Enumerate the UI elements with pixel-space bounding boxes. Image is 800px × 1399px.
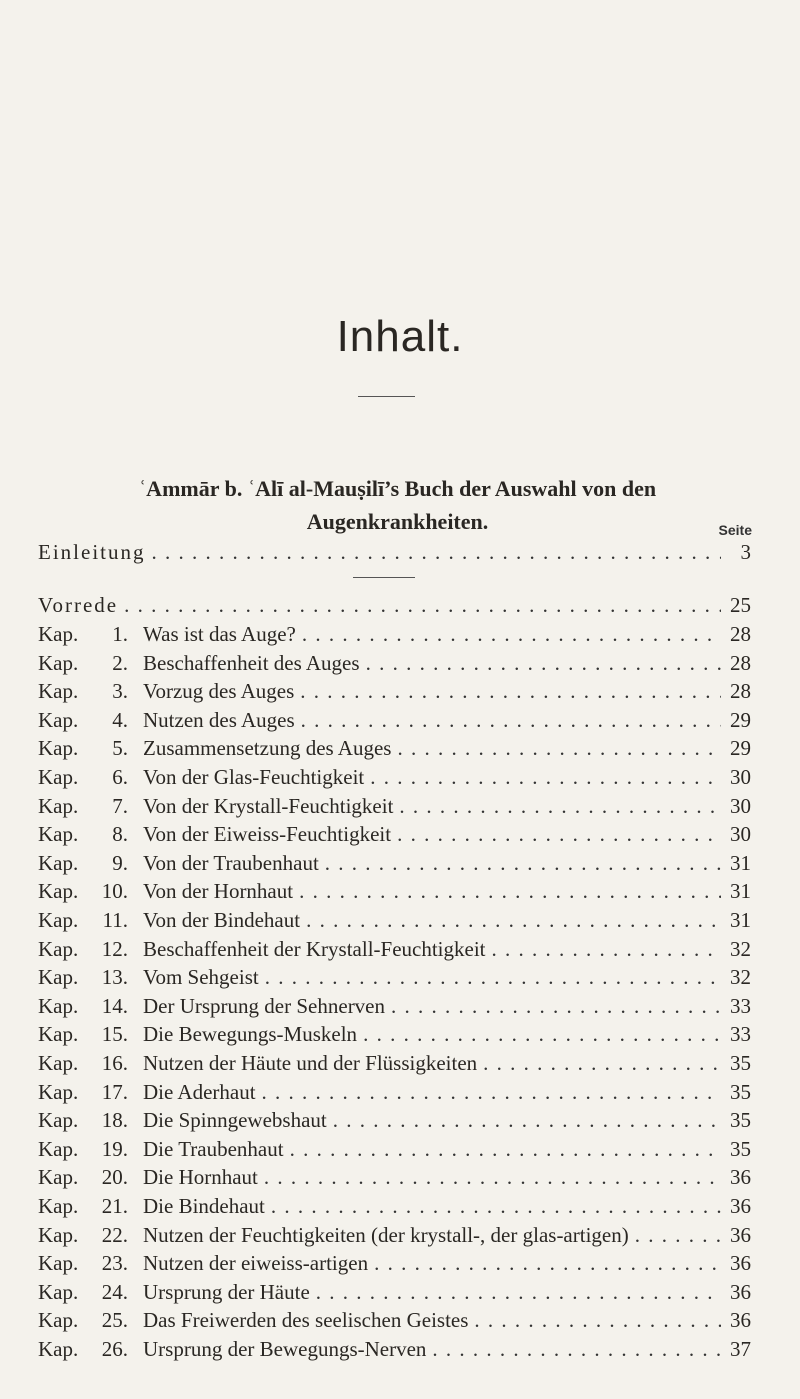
chapter-page-number: 35 (730, 1108, 751, 1133)
chapter-number: 13. (101, 965, 128, 990)
chapter-number: 25. (101, 1308, 128, 1333)
chapter-kap-label: Kap. (38, 1136, 79, 1161)
toc-chapter-row (38, 794, 751, 824)
chapter-number: 9. (112, 850, 128, 875)
toc-entry-label: Einleitung (38, 540, 146, 564)
chapter-title: Was ist das Auge? (143, 622, 296, 646)
chapter-kap-label: Kap. (38, 879, 79, 904)
chapter-number: 2. (112, 650, 128, 675)
chapter-title: Von der Bindehaut (143, 908, 301, 932)
chapter-title: Die Aderhaut (143, 1079, 256, 1104)
chapter-number: 10. (101, 879, 128, 904)
leader-dots (393, 794, 721, 819)
chapter-page-number: 36 (730, 1222, 751, 1247)
toc-chapter-row (38, 1337, 751, 1367)
chapter-page-number: 33 (730, 1022, 751, 1047)
chapter-number: 24. (101, 1279, 128, 1304)
toc-chapter-row (38, 1251, 751, 1281)
chapter-kap-label: Kap. (38, 1165, 79, 1190)
chapter-page-number: 35 (730, 1051, 751, 1075)
chapter-number: 17. (101, 1079, 128, 1104)
toc-chapter-row (38, 708, 751, 738)
chapter-number: 16. (101, 1051, 128, 1075)
chapter-page-number: 28 (730, 622, 751, 646)
toc-entry-vorrede (38, 593, 751, 623)
chapter-title: Die Hornhaut (143, 1165, 258, 1190)
leader-dots (391, 822, 721, 847)
chapter-title: Die Bindehaut (143, 1194, 265, 1218)
chapter-kap-label: Kap. (38, 793, 79, 818)
toc-chapter-row (38, 965, 751, 995)
toc-chapter-row (38, 937, 751, 967)
chapter-title: Beschaffenheit der Krystall-Feuchtigkeit (143, 936, 486, 961)
chapter-page-number: 31 (730, 850, 751, 875)
chapter-title: Vom Sehgeist (143, 965, 259, 990)
toc-chapter-row (38, 1080, 751, 1110)
chapter-kap-label: Kap. (38, 650, 79, 675)
chapter-kap-label: Kap. (38, 822, 79, 847)
chapter-kap-label: Kap. (38, 679, 79, 704)
chapter-page-number: 29 (730, 736, 751, 761)
leader-dots (385, 994, 721, 1019)
chapter-title: Von der Traubenhaut (143, 850, 319, 875)
toc-chapter-row (38, 651, 751, 681)
chapter-number: 6. (112, 765, 128, 789)
chapter-number: 21. (101, 1194, 128, 1218)
chapter-number: 7. (112, 793, 128, 818)
toc-chapter-row (38, 1308, 751, 1338)
chapter-page-number: 32 (730, 965, 751, 990)
section-heading (40, 472, 755, 538)
chapter-title: Nutzen der eiweiss-artigen (143, 1251, 369, 1276)
chapter-title: Die Bewegungs-Muskeln (143, 1022, 358, 1047)
leader-dots (146, 540, 722, 565)
chapter-kap-label: Kap. (38, 965, 79, 990)
chapter-page-number: 31 (730, 879, 751, 904)
intro-divider (353, 577, 415, 578)
chapter-page-number: 35 (730, 1079, 751, 1104)
leader-dots (293, 879, 721, 904)
leader-dots (284, 1137, 721, 1162)
toc-chapter-row (38, 679, 751, 709)
title-divider (358, 396, 415, 397)
leader-dots (477, 1051, 721, 1076)
chapter-title: Nutzen des Auges (143, 707, 295, 732)
chapter-number: 11. (102, 908, 128, 932)
section-heading-line2: Augenkrankheiten. (306, 509, 489, 534)
leader-dots (468, 1308, 721, 1333)
chapter-kap-label: Kap. (38, 1222, 79, 1247)
chapter-number: 19. (101, 1136, 128, 1161)
chapter-kap-label: Kap. (38, 850, 79, 875)
seite-label: Seite (718, 522, 752, 538)
toc-chapter-row (38, 822, 751, 852)
leader-dots (629, 1223, 721, 1248)
leader-dots (294, 679, 721, 704)
chapter-kap-label: Kap. (38, 1051, 79, 1075)
chapter-number: 15. (101, 1022, 128, 1047)
leader-dots (259, 965, 721, 990)
chapter-title: Nutzen der Häute und der Flüssigkeiten (143, 1051, 478, 1075)
chapter-number: 22. (101, 1222, 128, 1247)
chapter-page-number: 32 (730, 936, 751, 961)
chapter-number: 26. (101, 1337, 128, 1361)
chapter-page-number: 36 (730, 1194, 751, 1218)
toc-chapter-row (38, 994, 751, 1024)
chapter-kap-label: Kap. (38, 1308, 79, 1333)
chapter-title: Ursprung der Bewegungs-Nerven (143, 1337, 427, 1361)
chapter-title: Der Ursprung der Sehnerven (143, 993, 386, 1018)
toc-chapter-row (38, 736, 751, 766)
chapter-page-number: 33 (730, 993, 751, 1018)
chapter-kap-label: Kap. (38, 993, 79, 1018)
chapter-number: 20. (101, 1165, 128, 1190)
chapter-page-number: 36 (730, 1251, 751, 1276)
chapter-page-number: 30 (730, 822, 751, 847)
toc-chapter-row (38, 1280, 751, 1310)
chapter-kap-label: Kap. (38, 736, 79, 761)
chapter-kap-label: Kap. (38, 936, 79, 961)
chapter-number: 18. (101, 1108, 128, 1133)
leader-dots (319, 851, 721, 876)
chapter-page-number: 36 (730, 1308, 751, 1333)
toc-chapter-row (38, 879, 751, 909)
toc-entry-einleitung (38, 540, 751, 570)
chapter-kap-label: Kap. (38, 1279, 79, 1304)
toc-chapter-row (38, 1051, 751, 1081)
chapter-title: Zusammensetzung des Auges (143, 736, 392, 761)
chapter-title: Von der Glas-Feuchtigkeit (143, 765, 365, 789)
chapter-page-number: 30 (730, 793, 751, 818)
chapter-kap-label: Kap. (38, 707, 79, 732)
chapter-kap-label: Kap. (38, 1251, 79, 1276)
leader-dots (118, 593, 721, 618)
leader-dots (310, 1280, 721, 1305)
chapter-kap-label: Kap. (38, 1079, 79, 1104)
chapter-number: 14. (101, 993, 128, 1018)
toc-chapter-row (38, 1165, 751, 1195)
chapter-page-number: 30 (730, 765, 751, 789)
chapter-kap-label: Kap. (38, 1194, 79, 1218)
chapter-number: 1. (112, 622, 128, 646)
chapter-title: Nutzen der Feuchtigkeiten (der krystall-, der glas-artigen) (143, 1222, 629, 1247)
toc-chapter-row (38, 851, 751, 881)
chapter-page-number: 31 (730, 908, 751, 932)
chapter-title: Die Traubenhaut (143, 1136, 284, 1161)
leader-dots (357, 1022, 721, 1047)
toc-chapter-row (38, 765, 751, 795)
chapter-page-number: 28 (730, 679, 751, 704)
chapter-kap-label: Kap. (38, 1022, 79, 1047)
toc-page-number: 25 (730, 593, 751, 617)
chapter-number: 12. (101, 936, 128, 961)
leader-dots (300, 908, 721, 933)
leader-dots (364, 765, 721, 790)
chapter-page-number: 28 (730, 650, 751, 675)
chapter-number: 5. (112, 736, 128, 761)
leader-dots (258, 1165, 721, 1190)
leader-dots (486, 937, 721, 962)
toc-chapter-row (38, 1137, 751, 1167)
chapter-page-number: 36 (730, 1165, 751, 1190)
toc-chapter-row (38, 1194, 751, 1224)
toc-entry-label: Vorrede (38, 593, 119, 617)
toc-chapter-row (38, 1022, 751, 1052)
leader-dots (391, 736, 721, 761)
chapter-title: Ursprung der Häute (143, 1279, 310, 1304)
toc-chapter-row (38, 1223, 751, 1253)
leader-dots (256, 1080, 721, 1105)
toc-chapter-row (38, 1108, 751, 1138)
chapter-number: 23. (101, 1251, 128, 1276)
leader-dots (295, 708, 721, 733)
chapter-page-number: 35 (730, 1136, 751, 1161)
chapter-number: 3. (112, 679, 128, 704)
toc-page-number: 3 (740, 540, 751, 564)
leader-dots (368, 1251, 721, 1276)
chapter-title: Von der Krystall-Feuchtigkeit (143, 793, 394, 818)
chapter-number: 4. (112, 707, 128, 732)
chapter-page-number: 36 (730, 1279, 751, 1304)
chapter-page-number: 37 (730, 1337, 751, 1361)
chapter-title: Das Freiwerden des seelischen Geistes (143, 1308, 469, 1333)
page-title: Inhalt. (336, 312, 464, 361)
leader-dots (327, 1108, 721, 1133)
chapter-title: Von der Eiweiss-Feuchtigkeit (143, 822, 392, 847)
section-heading-line1: ʿAmmār b. ʿAlī al-Mauṣilī’s Buch der Auswahl von den (138, 476, 657, 501)
leader-dots (426, 1337, 721, 1362)
chapter-kap-label: Kap. (38, 1108, 79, 1133)
toc-chapter-row (38, 622, 751, 652)
chapter-kap-label: Kap. (38, 1337, 79, 1361)
leader-dots (360, 651, 721, 676)
chapter-page-number: 29 (730, 707, 751, 732)
leader-dots (265, 1194, 721, 1219)
leader-dots (296, 622, 721, 647)
chapter-kap-label: Kap. (38, 765, 79, 789)
chapter-kap-label: Kap. (38, 908, 79, 932)
chapter-title: Beschaffenheit des Auges (143, 650, 360, 675)
chapter-title: Die Spinngewebshaut (143, 1108, 327, 1133)
chapter-kap-label: Kap. (38, 622, 79, 646)
chapter-number: 8. (112, 822, 128, 847)
chapter-title: Vorzug des Auges (143, 679, 295, 704)
chapter-title: Von der Hornhaut (143, 879, 294, 904)
toc-chapter-row (38, 908, 751, 938)
